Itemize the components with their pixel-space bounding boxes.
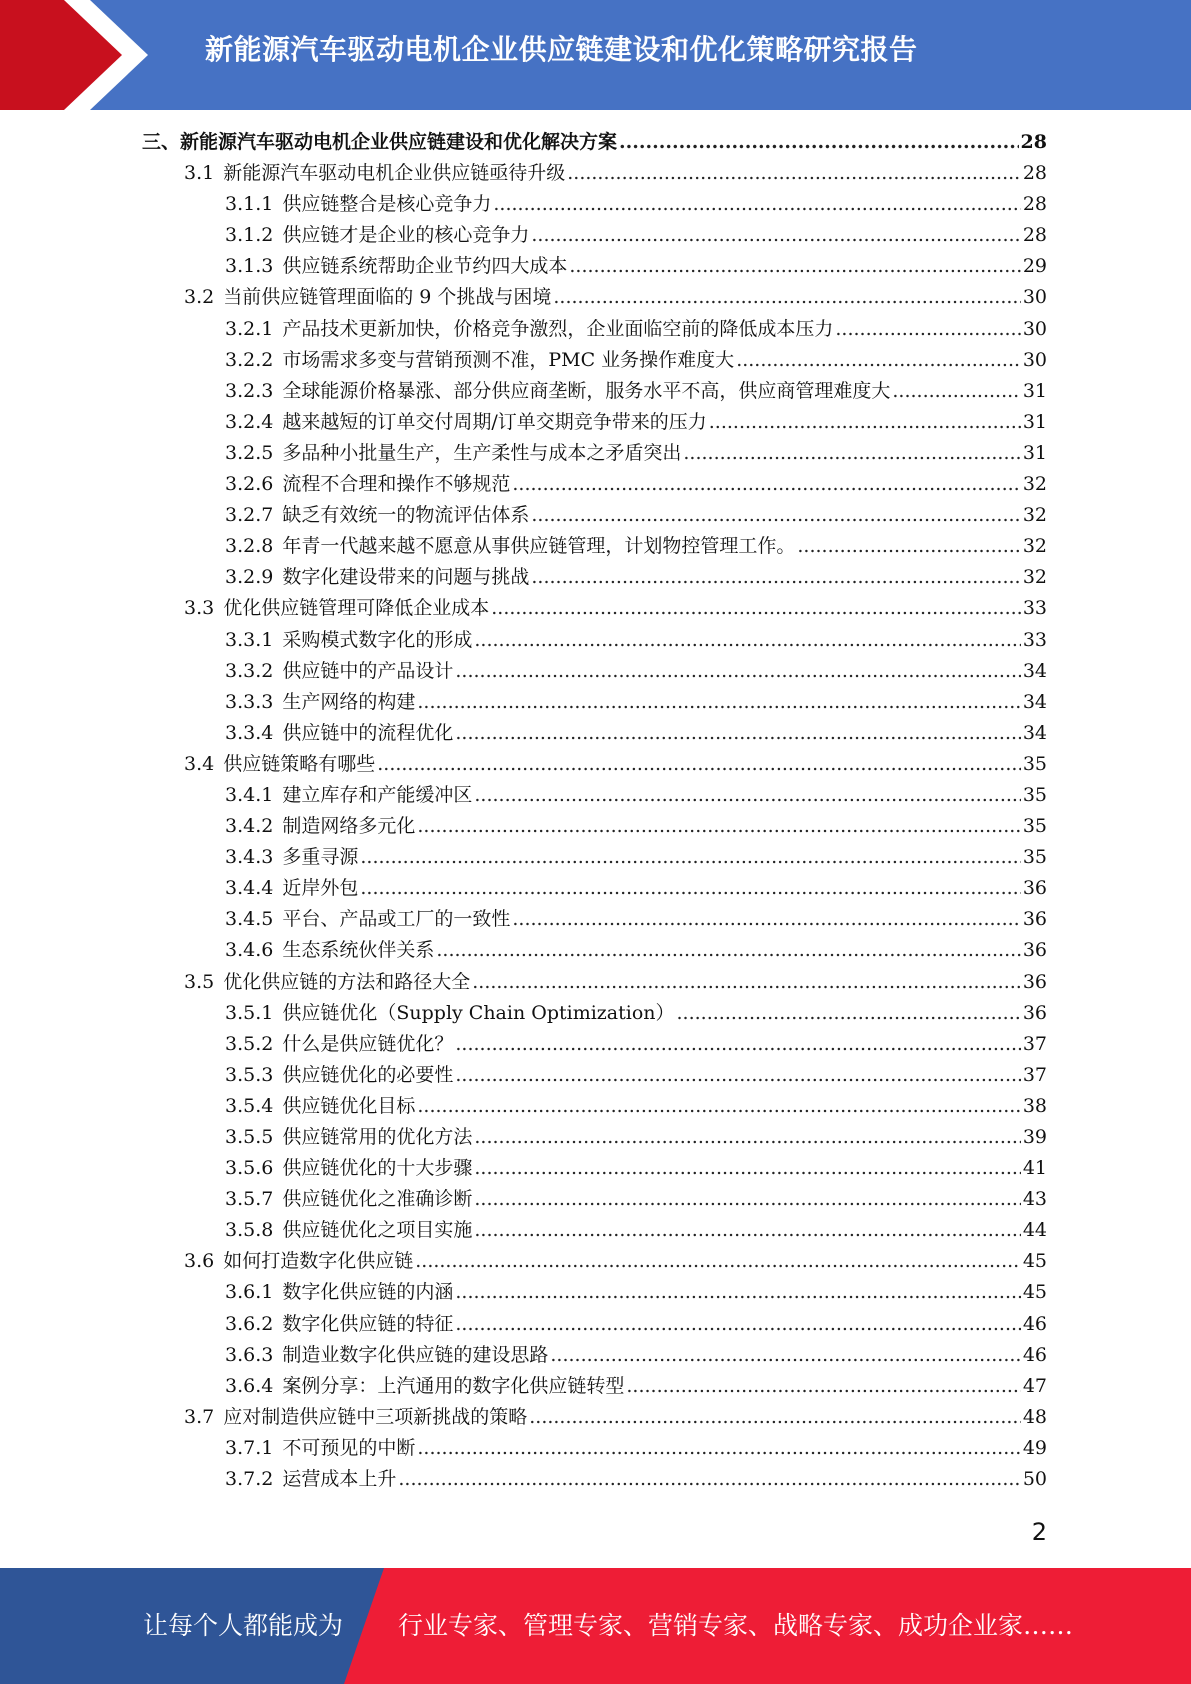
toc-entry-page: 36 <box>1022 970 1047 993</box>
toc-entry[interactable] <box>0 998 1191 1029</box>
toc-entry[interactable] <box>0 189 1191 220</box>
toc-entry-page: 32 <box>1022 566 1047 589</box>
toc-entry-page: 44 <box>1022 1219 1047 1242</box>
toc-entry-number: 3.7.1 <box>225 1436 274 1459</box>
toc-entry-page: 47 <box>1022 1374 1047 1397</box>
toc-entry[interactable] <box>0 438 1191 469</box>
toc-entry-number: 3.2.9 <box>225 566 274 589</box>
toc-entry-number: 3.4.5 <box>225 908 274 931</box>
table-of-contents <box>0 127 1191 1495</box>
toc-dot-leader <box>493 189 1020 220</box>
toc-dot-leader <box>569 251 1020 282</box>
toc-entry-title: 数字化供应链的内涵 <box>282 1281 454 1304</box>
toc-dot-leader <box>377 749 1021 780</box>
toc-entry-title: 什么是供应链优化？ <box>282 1032 454 1055</box>
toc-dot-leader <box>835 314 1020 345</box>
toc-entry-page: 31 <box>1022 410 1047 433</box>
toc-entry-page: 31 <box>1022 379 1047 402</box>
toc-entry-title: 制造网络多元化 <box>282 815 416 838</box>
toc-entry-title: 供应链优化之准确诊断 <box>282 1188 473 1211</box>
toc-entry-title: 案例分享：上汽通用的数字化供应链转型 <box>282 1374 625 1397</box>
toc-entry-title: 如何打造数字化供应链 <box>223 1250 414 1273</box>
toc-entry-page: 49 <box>1022 1436 1047 1459</box>
toc-dot-leader <box>567 158 1021 189</box>
toc-entry-number: 3.3.1 <box>225 628 274 651</box>
toc-entry-number: 3.3.4 <box>225 721 274 744</box>
toc-dot-leader <box>529 1402 1021 1433</box>
toc-entry-number: 3.5 <box>184 970 215 993</box>
toc-entry-number: 3.4.3 <box>225 846 274 869</box>
toc-entry[interactable] <box>0 1122 1191 1153</box>
toc-entry-page: 41 <box>1022 1157 1047 1180</box>
toc-entry-number: 3.3 <box>184 597 215 620</box>
toc-entry[interactable] <box>0 904 1191 935</box>
toc-dot-leader <box>553 282 1020 313</box>
toc-entry-title: 供应链优化（Supply Chain Optimization） <box>282 1001 675 1024</box>
footer-slogan-right: 行业专家、管理专家、营销专家、战略专家、成功企业家…… <box>398 1611 1074 1640</box>
toc-entry-title: 应对制造供应链中三项新挑战的策略 <box>223 1405 528 1428</box>
toc-entry[interactable] <box>0 1215 1191 1246</box>
toc-entry-title: 供应链系统帮助企业节约四大成本 <box>282 255 568 278</box>
toc-entry-page: 34 <box>1022 690 1047 713</box>
toc-dot-leader <box>892 376 1020 407</box>
toc-entry-number: 3.2.5 <box>225 441 274 464</box>
toc-entry-title: 供应链整合是核心竞争力 <box>282 193 492 216</box>
toc-dot-leader <box>531 220 1020 251</box>
toc-entry[interactable] <box>0 1371 1191 1402</box>
toc-dot-leader <box>474 780 1020 811</box>
toc-entry[interactable] <box>0 220 1191 251</box>
toc-entry[interactable] <box>0 780 1191 811</box>
toc-entry-title: 数字化供应链的特征 <box>282 1312 454 1335</box>
toc-dot-leader <box>360 873 1020 904</box>
toc-entry-title: 不可预见的中断 <box>282 1436 416 1459</box>
toc-entry[interactable] <box>0 376 1191 407</box>
toc-entry[interactable] <box>0 625 1191 656</box>
toc-entry-page: 32 <box>1022 473 1047 496</box>
toc-entry-title: 供应链中的流程优化 <box>282 721 454 744</box>
toc-entry-page: 35 <box>1022 783 1047 806</box>
toc-entry[interactable] <box>0 500 1191 531</box>
toc-entry-number: 3.6.2 <box>225 1312 274 1335</box>
toc-entry-page: 36 <box>1022 877 1047 900</box>
toc-entry[interactable] <box>0 1184 1191 1215</box>
toc-entry[interactable] <box>0 314 1191 345</box>
toc-entry-page: 43 <box>1022 1188 1047 1211</box>
toc-entry-title: 供应链才是企业的核心竞争力 <box>282 224 530 247</box>
toc-dot-leader <box>417 687 1020 718</box>
toc-entry-number: 3.4 <box>184 752 215 775</box>
toc-entry-number: 3.5.6 <box>225 1157 274 1180</box>
toc-entry[interactable] <box>0 407 1191 438</box>
toc-entry-title: 供应链优化的十大步骤 <box>282 1157 473 1180</box>
toc-entry-number: 3.6.3 <box>225 1343 274 1366</box>
page-number: 2 <box>1031 1518 1047 1546</box>
toc-dot-leader <box>398 1464 1020 1495</box>
toc-entry-page: 38 <box>1022 1094 1047 1117</box>
toc-dot-leader <box>417 811 1020 842</box>
toc-entry[interactable] <box>0 1060 1191 1091</box>
toc-entry-number: 3.2.6 <box>225 473 274 496</box>
toc-entry-title: 供应链中的产品设计 <box>282 659 454 682</box>
toc-dot-leader <box>512 469 1020 500</box>
toc-entry-number: 3.1.3 <box>225 255 274 278</box>
toc-dot-leader <box>619 127 1019 158</box>
toc-entry[interactable] <box>0 1433 1191 1464</box>
toc-entry-page: 30 <box>1022 317 1047 340</box>
toc-dot-leader <box>474 625 1020 656</box>
toc-entry[interactable] <box>0 251 1191 282</box>
toc-entry-page: 37 <box>1022 1063 1047 1086</box>
toc-dot-leader <box>417 1091 1020 1122</box>
toc-entry-page: 28 <box>1022 224 1047 247</box>
toc-dot-leader <box>550 1340 1020 1371</box>
toc-entry-page: 30 <box>1022 286 1047 309</box>
toc-entry-number: 3.2.3 <box>225 379 274 402</box>
toc-entry[interactable] <box>0 811 1191 842</box>
toc-dot-leader <box>474 1215 1020 1246</box>
toc-entry-number: 3.4.2 <box>225 815 274 838</box>
toc-dot-leader <box>491 593 1021 624</box>
toc-entry-title: 市场需求多变与营销预测不准，PMC 业务操作难度大 <box>282 348 735 371</box>
toc-entry-number: 3.3.2 <box>225 659 274 682</box>
toc-entry-number: 3.6.1 <box>225 1281 274 1304</box>
toc-entry-number: 3.3.3 <box>225 690 274 713</box>
toc-entry[interactable] <box>0 469 1191 500</box>
toc-entry-title: 平台、产品或工厂的一致性 <box>282 908 511 931</box>
toc-entry[interactable] <box>0 1246 1191 1277</box>
toc-entry-title: 优化供应链的方法和路径大全 <box>223 970 471 993</box>
toc-entry-title: 多重寻源 <box>282 846 359 869</box>
toc-entry-page: 34 <box>1022 659 1047 682</box>
toc-entry-page: 35 <box>1022 815 1047 838</box>
toc-entry[interactable] <box>0 687 1191 718</box>
toc-entry-number: 3.5.8 <box>225 1219 274 1242</box>
page-footer <box>0 1568 1191 1684</box>
toc-entry-title: 多品种小批量生产，生产柔性与成本之矛盾突出 <box>282 441 682 464</box>
toc-entry[interactable] <box>0 718 1191 749</box>
toc-entry-number: 3.4.1 <box>225 783 274 806</box>
toc-entry-title: 采购模式数字化的形成 <box>282 628 473 651</box>
toc-dot-leader <box>472 967 1021 998</box>
toc-entry-number: 3.6.4 <box>225 1374 274 1397</box>
toc-entry-page: 37 <box>1022 1032 1047 1055</box>
toc-entry-title: 供应链优化的必要性 <box>282 1063 454 1086</box>
toc-entry-number: 3.7.2 <box>225 1468 274 1491</box>
toc-dot-leader <box>474 1122 1020 1153</box>
toc-dot-leader <box>626 1371 1020 1402</box>
toc-entry[interactable] <box>0 345 1191 376</box>
toc-entry-number: 3.1.1 <box>225 193 274 216</box>
toc-dot-leader <box>531 562 1020 593</box>
toc-entry-page: 28 <box>1022 193 1047 216</box>
toc-entry[interactable] <box>0 531 1191 562</box>
toc-entry-number: 3.5.7 <box>225 1188 274 1211</box>
toc-entry[interactable] <box>0 1029 1191 1060</box>
toc-dot-leader <box>455 1029 1020 1060</box>
toc-entry-title: 制造业数字化供应链的建设思路 <box>282 1343 549 1366</box>
toc-entry-number: 3.2 <box>184 286 215 309</box>
toc-entry-page: 32 <box>1022 535 1047 558</box>
toc-entry-number: 3.7 <box>184 1405 215 1428</box>
toc-entry-title: 缺乏有效统一的物流评估体系 <box>282 504 530 527</box>
footer-slogan-left: 让每个人都能成为 <box>143 1611 344 1640</box>
toc-entry-title: 越来越短的订单交付周期/订单交期竞争带来的压力 <box>282 410 707 433</box>
toc-dot-leader <box>531 500 1020 531</box>
toc-entry-title: 供应链常用的优化方法 <box>282 1126 473 1148</box>
report-title: 新能源汽车驱动电机企业供应链建设和优化策略研究报告 <box>205 33 918 66</box>
toc-entry-title: 流程不合理和操作不够规范 <box>282 473 511 496</box>
toc-entry-page: 34 <box>1022 721 1047 744</box>
toc-entry-number: 3.5.2 <box>225 1032 274 1055</box>
toc-dot-leader <box>415 1246 1021 1277</box>
toc-entry[interactable] <box>0 656 1191 687</box>
toc-entry-number: 三、 <box>142 131 181 153</box>
toc-dot-leader <box>436 935 1020 966</box>
toc-entry-page: 28 <box>1020 131 1047 153</box>
toc-entry[interactable] <box>0 842 1191 873</box>
toc-entry-page: 36 <box>1022 1001 1047 1024</box>
toc-entry-page: 36 <box>1022 939 1047 962</box>
toc-entry-number: 3.2.4 <box>225 410 274 433</box>
toc-entry-title: 优化供应链管理可降低企业成本 <box>223 597 490 620</box>
toc-dot-leader <box>797 531 1020 562</box>
toc-dot-leader <box>512 904 1020 935</box>
toc-entry-title: 产品技术更新加快，价格竞争激烈，企业面临空前的降低成本压力 <box>282 317 834 340</box>
toc-dot-leader <box>360 842 1020 873</box>
toc-dot-leader <box>683 438 1020 469</box>
toc-entry[interactable] <box>0 1277 1191 1308</box>
toc-entry-page: 46 <box>1022 1343 1047 1366</box>
toc-entry-number: 3.2.7 <box>225 504 274 527</box>
toc-entry-title: 生产网络的构建 <box>282 690 416 713</box>
toc-entry[interactable] <box>0 282 1191 313</box>
toc-entry-page: 39 <box>1022 1126 1047 1148</box>
toc-entry-page: 29 <box>1022 255 1047 278</box>
toc-entry-page: 48 <box>1022 1405 1047 1428</box>
toc-entry[interactable] <box>0 1402 1191 1433</box>
toc-entry-number: 3.5.1 <box>225 1001 274 1024</box>
toc-entry-page: 36 <box>1022 908 1047 931</box>
header-chevron-graphic <box>0 0 150 110</box>
toc-entry-page: 30 <box>1022 348 1047 371</box>
toc-entry-page: 33 <box>1022 597 1047 620</box>
toc-entry-number: 3.6 <box>184 1250 215 1273</box>
toc-entry-title: 生态系统伙伴关系 <box>282 939 435 962</box>
toc-entry-page: 33 <box>1022 628 1047 651</box>
toc-entry-title: 数字化建设带来的问题与挑战 <box>282 566 530 589</box>
toc-entry[interactable] <box>0 1464 1191 1495</box>
toc-entry-title: 近岸外包 <box>282 877 359 900</box>
toc-entry-number: 3.4.4 <box>225 877 274 900</box>
toc-entry-page: 46 <box>1022 1312 1047 1335</box>
toc-entry[interactable] <box>0 873 1191 904</box>
toc-entry-number: 3.2.1 <box>225 317 274 340</box>
toc-entry-title: 运营成本上升 <box>282 1468 397 1491</box>
toc-dot-leader <box>736 345 1021 376</box>
toc-entry-title: 新能源汽车驱动电机企业供应链建设和优化解决方案 <box>180 131 618 153</box>
toc-entry-number: 3.4.6 <box>225 939 274 962</box>
toc-entry-number: 3.5.3 <box>225 1063 274 1086</box>
toc-entry-page: 45 <box>1022 1250 1047 1273</box>
toc-entry-number: 3.5.4 <box>225 1094 274 1117</box>
toc-dot-leader <box>417 1433 1020 1464</box>
toc-entry-title: 建立库存和产能缓冲区 <box>282 783 473 806</box>
toc-entry[interactable] <box>0 749 1191 780</box>
toc-entry-page: 32 <box>1022 504 1047 527</box>
toc-entry-title: 全球能源价格暴涨、部分供应商垄断，服务水平不高，供应商管理难度大 <box>282 379 891 402</box>
toc-entry[interactable] <box>0 158 1191 189</box>
toc-entry[interactable] <box>0 1309 1191 1340</box>
page-header <box>0 0 1191 110</box>
toc-dot-leader <box>455 656 1020 687</box>
toc-entry-number: 3.1 <box>184 162 215 185</box>
toc-dot-leader <box>474 1184 1020 1215</box>
toc-entry[interactable] <box>0 1091 1191 1122</box>
toc-dot-leader <box>455 718 1020 749</box>
toc-entry-page: 35 <box>1022 752 1047 775</box>
toc-dot-leader <box>455 1309 1020 1340</box>
toc-entry-page: 45 <box>1022 1281 1047 1304</box>
toc-dot-leader <box>455 1277 1020 1308</box>
toc-entry-page: 31 <box>1022 441 1047 464</box>
toc-dot-leader <box>455 1060 1020 1091</box>
toc-entry-page: 50 <box>1022 1468 1047 1491</box>
toc-entry[interactable] <box>0 967 1191 998</box>
toc-dot-leader <box>709 407 1021 438</box>
toc-entry-title: 供应链优化目标 <box>282 1094 416 1117</box>
toc-entry-page: 35 <box>1022 846 1047 869</box>
toc-dot-leader <box>677 998 1021 1029</box>
toc-entry-title: 新能源汽车驱动电机企业供应链亟待升级 <box>223 162 566 185</box>
toc-entry-number: 3.2.8 <box>225 535 274 558</box>
toc-dot-leader <box>474 1153 1020 1184</box>
toc-entry[interactable] <box>0 1153 1191 1184</box>
toc-entry-title: 年青一代越来越不愿意从事供应链管理，计划物控管理工作。 <box>282 535 796 558</box>
toc-entry-number: 3.1.2 <box>225 224 274 247</box>
toc-entry[interactable] <box>0 935 1191 966</box>
toc-entry[interactable] <box>0 562 1191 593</box>
toc-entry[interactable] <box>0 593 1191 624</box>
toc-entry[interactable] <box>0 127 1191 158</box>
toc-entry-title: 供应链策略有哪些 <box>223 752 376 775</box>
toc-entry-number: 3.5.5 <box>225 1126 274 1148</box>
toc-entry[interactable] <box>0 1340 1191 1371</box>
toc-entry-title: 供应链优化之项目实施 <box>282 1219 473 1242</box>
toc-entry-title: 当前供应链管理面临的 9 个挑战与困境 <box>223 286 552 309</box>
toc-entry-number: 3.2.2 <box>225 348 274 371</box>
toc-entry-page: 28 <box>1022 162 1047 185</box>
